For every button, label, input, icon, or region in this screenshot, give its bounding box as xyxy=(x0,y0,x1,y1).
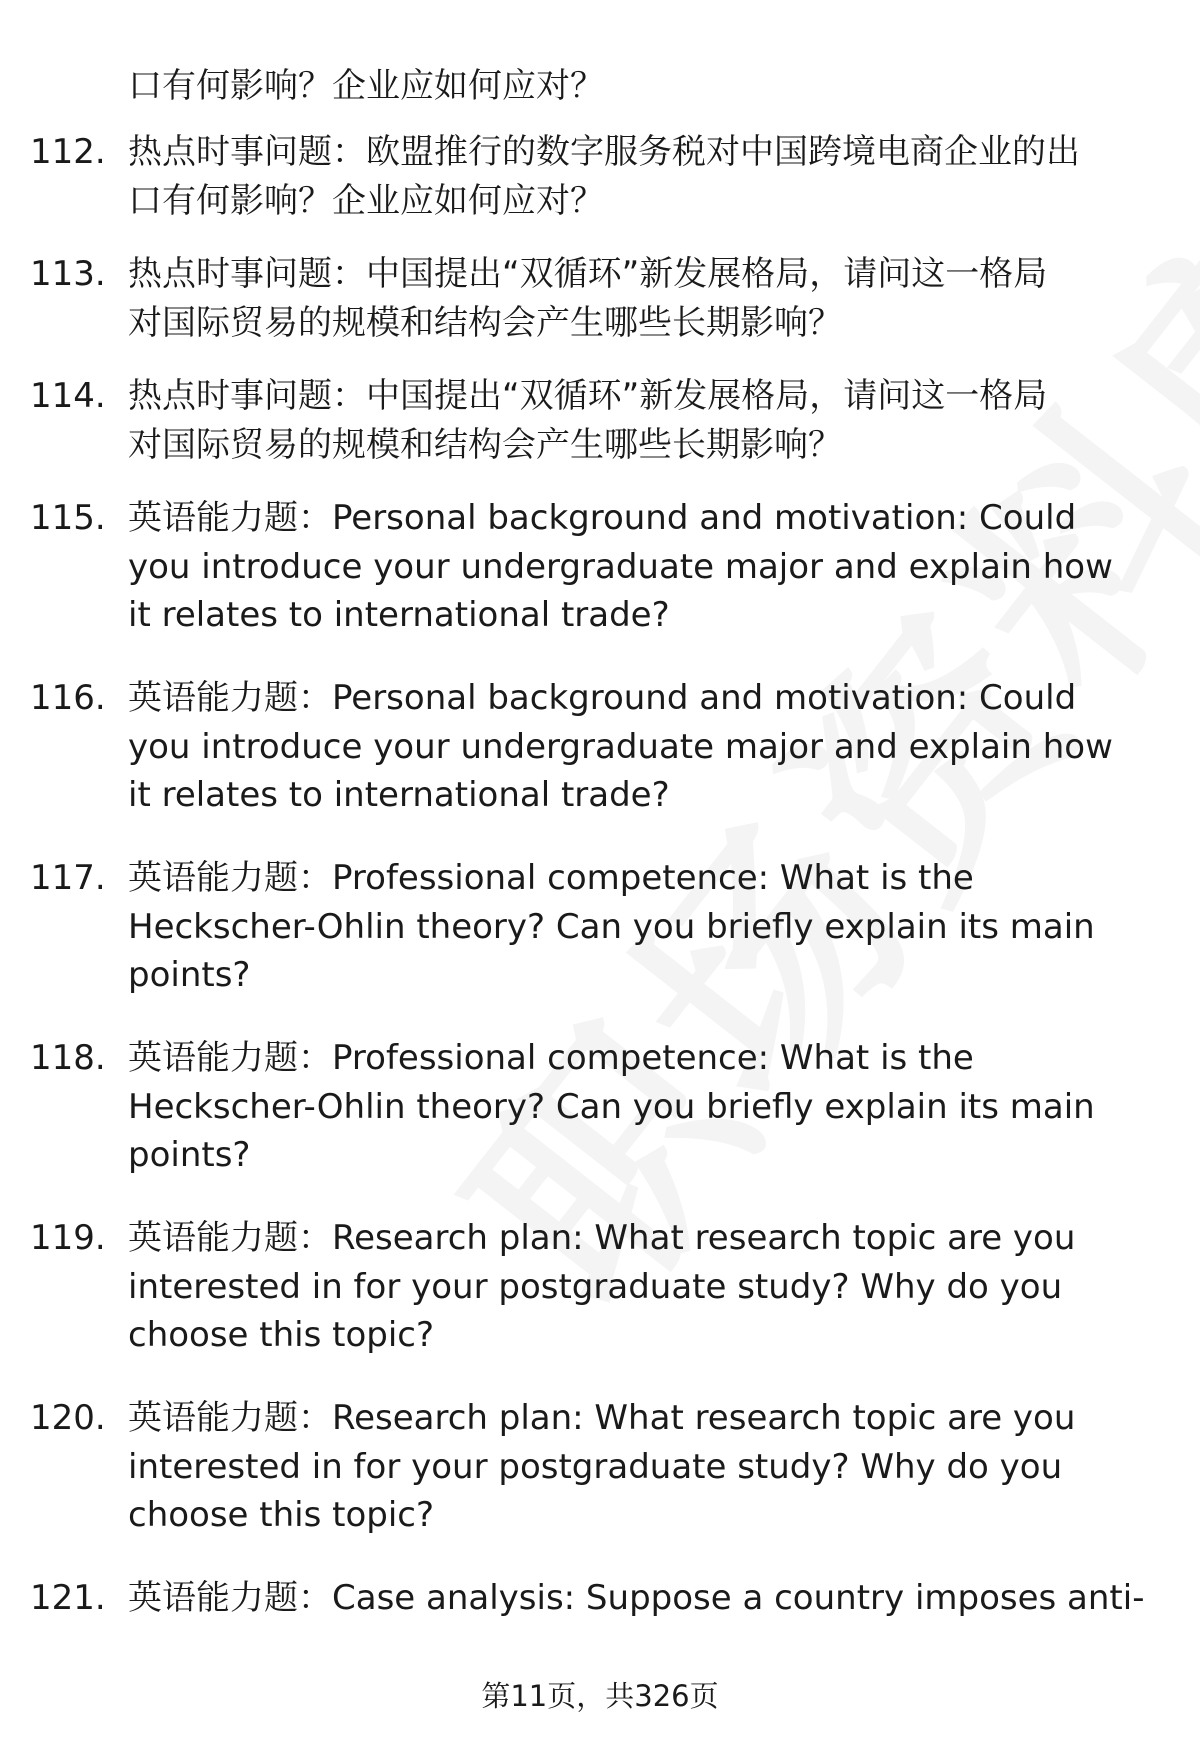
continued-question-text: 口有何影响？企业应如何应对？ xyxy=(128,66,604,106)
question-number: 113. xyxy=(30,254,106,294)
question-text: 热点时事问题：欧盟推行的数字服务税对中国跨境电商企业的出 口有何影响？企业应如何应对？ xyxy=(128,132,1080,221)
question-number: 118. xyxy=(30,1038,106,1078)
question-number: 115. xyxy=(30,498,106,538)
page-number-footer: 第11页，共326页 xyxy=(481,1679,719,1713)
question-text: 英语能力题：Personal background and motivation: Could you introduce your undergraduate major and explain how it relates to international trade? xyxy=(128,678,1113,815)
question-text: 英语能力题：Professional competence: What is the Heckscher-Ohlin theory? Can you briefly explain its main points? xyxy=(128,1038,1095,1175)
question-text: 英语能力题：Personal background and motivation: Could you introduce your undergraduate major and explain how it relates to international trade? xyxy=(128,498,1113,635)
question-number: 120. xyxy=(30,1398,106,1438)
question-number: 119. xyxy=(30,1218,106,1258)
question-number: 112. xyxy=(30,132,106,172)
question-text: 英语能力题：Research plan: What research topic are you interested in for your postgraduate study? Why do you choose this topic? xyxy=(128,1218,1076,1355)
question-text: 英语能力题：Professional competence: What is the Heckscher-Ohlin theory? Can you briefly explain its main points? xyxy=(128,858,1095,995)
question-number: 114. xyxy=(30,376,106,416)
question-number: 117. xyxy=(30,858,106,898)
question-text: 英语能力题：Research plan: What research topic are you interested in for your postgraduate study? Why do you choose this topic? xyxy=(128,1398,1076,1535)
question-number: 116. xyxy=(30,678,106,718)
question-text: 英语能力题：Case analysis: Suppose a country imposes anti- xyxy=(128,1578,1145,1618)
question-text: 热点时事问题：中国提出“双循环”新发展格局，请问这一格局 对国际贸易的规模和结构会产生哪些长期影响？ xyxy=(128,376,1048,465)
question-number: 121. xyxy=(30,1578,106,1618)
question-text: 热点时事问题：中国提出“双循环”新发展格局，请问这一格局 对国际贸易的规模和结构会产生哪些长期影响？ xyxy=(128,254,1048,343)
